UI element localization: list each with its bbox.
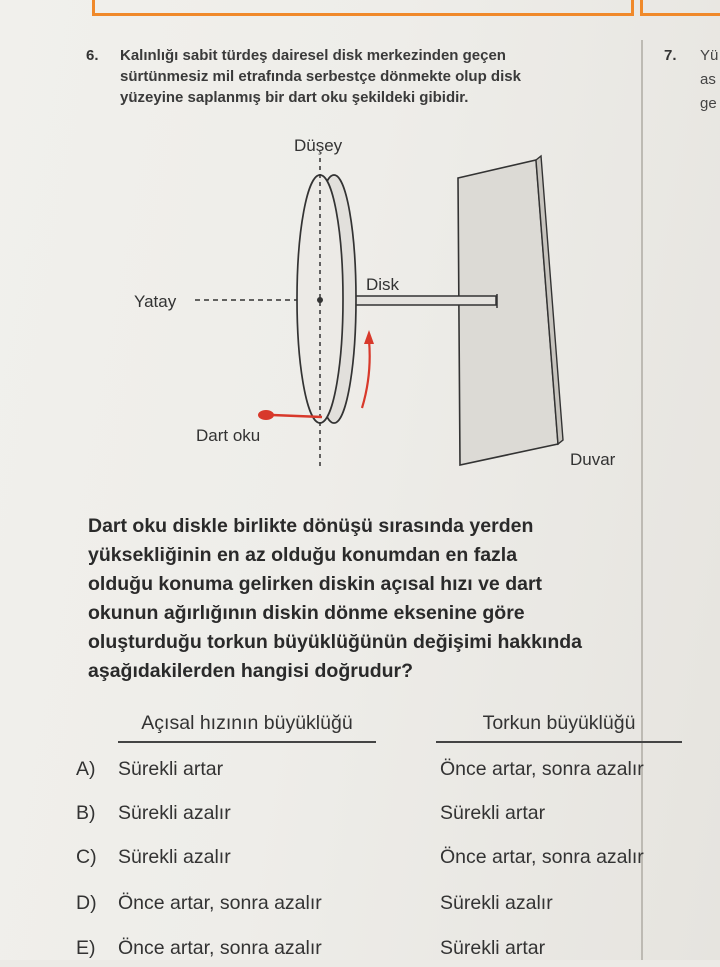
rotation-direction-arrow [362, 330, 374, 408]
answer-option-b[interactable] [0, 802, 720, 832]
wall-shape [458, 156, 563, 465]
option-angular-speed: Sürekli azalır [118, 802, 231, 824]
prompt-line: olduğu konuma gelirken diskin açısal hızı ve dart [88, 573, 543, 595]
disk-center-dot [317, 297, 323, 303]
option-angular-speed: Önce artar, sonra azalır [118, 937, 322, 959]
option-torque: Önce artar, sonra azalır [440, 758, 644, 780]
option-torque: Sürekli artar [440, 802, 546, 824]
option-torque: Sürekli artar [440, 937, 546, 959]
question-prompt [88, 512, 648, 686]
option-letter: B) [76, 802, 96, 824]
question-7-fragment: ge [700, 95, 717, 112]
option-angular-speed: Sürekli azalır [118, 846, 231, 868]
question-number: 6. [86, 47, 99, 64]
label-dart: Dart oku [196, 426, 261, 445]
prompt-line: Dart oku diskle birlikte dönüşü sırasında yerden [88, 515, 534, 537]
option-torque: Önce artar, sonra azalır [440, 846, 644, 868]
disk-diagram [0, 120, 640, 490]
question-7-number: 7. [664, 47, 677, 64]
previous-question-box-right [640, 0, 720, 16]
stem-line: Kalınlığı sabit türdeş dairesel disk merkezinden geçen [120, 47, 506, 64]
question-stem [120, 45, 620, 108]
option-torque: Sürekli azalır [440, 892, 553, 914]
answer-option-a[interactable] [0, 758, 720, 788]
answer-option-e[interactable] [0, 937, 720, 967]
prompt-line: aşağıdakilerden hangisi doğrudur? [88, 660, 414, 682]
disk-figure [0, 120, 640, 490]
answer-option-c[interactable] [0, 846, 720, 876]
label-vertical: Düşey [294, 136, 343, 155]
column-header-angular-speed: Açısal hızının büyüklüğü [118, 712, 376, 743]
prompt-line: okunun ağırlığının diskin dönme eksenine göre [88, 602, 525, 624]
option-letter: C) [76, 846, 97, 868]
option-angular-speed: Önce artar, sonra azalır [118, 892, 322, 914]
prompt-line: yüksekliğinin en az olduğu konumdan en fazla [88, 544, 518, 566]
option-letter: E) [76, 937, 96, 959]
label-wall: Duvar [570, 450, 616, 469]
option-letter: D) [76, 892, 97, 914]
prompt-line: oluşturduğu torkun büyüklüğünün değişimi hakkında [88, 631, 583, 653]
question-7-fragment: Yü [700, 47, 719, 64]
answer-option-d[interactable] [0, 892, 720, 922]
column-header-torque: Torkun büyüklüğü [436, 712, 682, 743]
stem-line: yüzeyine saplanmış bir dart oku şekildeki gibidir. [120, 89, 469, 106]
stem-line: sürtünmesiz mil etrafında serbestçe dönmekte olup disk [120, 68, 521, 85]
question-7-fragment: as [700, 71, 716, 88]
label-disk: Disk [366, 275, 400, 294]
previous-question-box [92, 0, 634, 16]
option-letter: A) [76, 758, 96, 780]
label-horizontal: Yatay [134, 292, 177, 311]
option-angular-speed: Sürekli artar [118, 758, 224, 780]
